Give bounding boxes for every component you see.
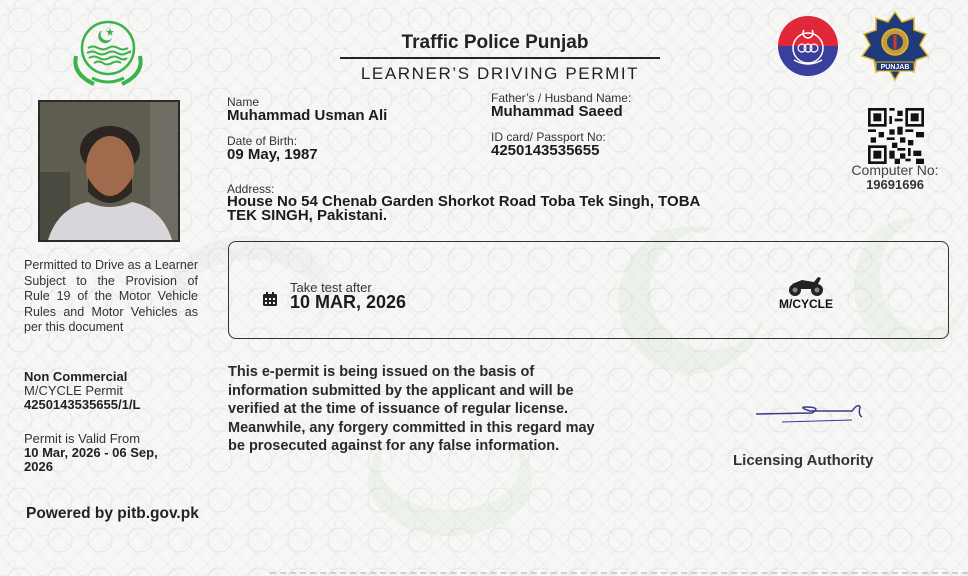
id-label: ID card/ Passport No: — [491, 130, 606, 144]
licensing-authority-label: Licensing Authority — [733, 452, 874, 469]
holder-photo — [38, 100, 180, 242]
dob-field — [227, 135, 318, 162]
validity-label: Permit is Valid From — [24, 431, 141, 446]
punjab-police-emblem-icon — [776, 14, 840, 78]
validity-range-line-2: 2026 — [24, 459, 53, 474]
powered-by-link: Powered by pitb.gov.pk — [26, 505, 199, 522]
name-value: Muhammad Usman Ali — [227, 107, 388, 124]
computer-number-value: 19691696 — [866, 177, 924, 192]
test-date-value: 10 MAR, 2026 — [290, 292, 407, 312]
name-label: Name — [227, 95, 260, 109]
address-field — [227, 183, 767, 223]
badge-punjab-text: PUNJAB — [880, 64, 910, 71]
disclaimer-line: be prosecuted against for any false information. — [228, 438, 560, 454]
address-line-2: TEK SINGH, Pakistani. — [227, 207, 388, 224]
disclaimer-line: This e-permit is being issued on the basis of — [228, 364, 535, 380]
disclaimer-line: information submitted by the applicant and will be — [228, 382, 574, 399]
signature-image — [752, 400, 872, 432]
permit-category-block — [24, 370, 140, 412]
name-field — [227, 96, 387, 123]
disclaimer-text — [228, 363, 658, 456]
permission-statement: Permitted to Drive as a Learner Subject to the Provision of Rule 19 of the Motor Vehicle Rules and Motor Vehicles as per this document — [24, 258, 198, 334]
validity-range-line-1: 10 Mar, 2026 - 06 Sep, — [24, 445, 158, 460]
card-edge-divider — [270, 572, 968, 574]
calendar-icon — [262, 291, 278, 307]
disclaimer-line: verified at the time of issuance of regular license. — [228, 401, 569, 417]
id-value: 4250143535655 — [491, 142, 600, 159]
dob-value: 09 May, 1987 — [227, 146, 318, 163]
issuer-title: Traffic Police Punjab — [401, 32, 589, 53]
address-label: Address: — [227, 182, 275, 196]
test-date-label: Take test after — [290, 280, 372, 295]
father-name-value: Muhammad Saeed — [491, 103, 623, 120]
vehicle-class-label: M/CYCLE — [779, 297, 833, 311]
computer-number-label: Computer No: — [851, 162, 939, 178]
father-name-label: Father’s / Husband Name: — [491, 91, 632, 105]
dob-label: Date of Birth: — [227, 134, 298, 148]
address-line-1: House No 54 Chenab Garden Shorkot Road Toba Tek Singh, TOBA — [227, 193, 701, 210]
document-title: LEARNER’S DRIVING PERMIT — [360, 64, 640, 83]
motorcycle-icon — [786, 275, 826, 297]
permit-type: M/CYCLE Permit — [24, 383, 123, 398]
title-divider — [340, 57, 660, 59]
father-name-field — [491, 92, 631, 119]
id-field — [491, 131, 606, 158]
traffic-police-badge-icon — [858, 10, 932, 84]
disclaimer-line: Meanwhile, any forgery committed in this regard may — [228, 419, 595, 436]
qr-code — [868, 108, 924, 164]
validity-block — [24, 432, 204, 474]
permit-category: Non Commercial — [24, 369, 128, 384]
permit-number: 4250143535655/1/L — [24, 397, 141, 412]
punjab-emblem-icon — [66, 16, 150, 90]
